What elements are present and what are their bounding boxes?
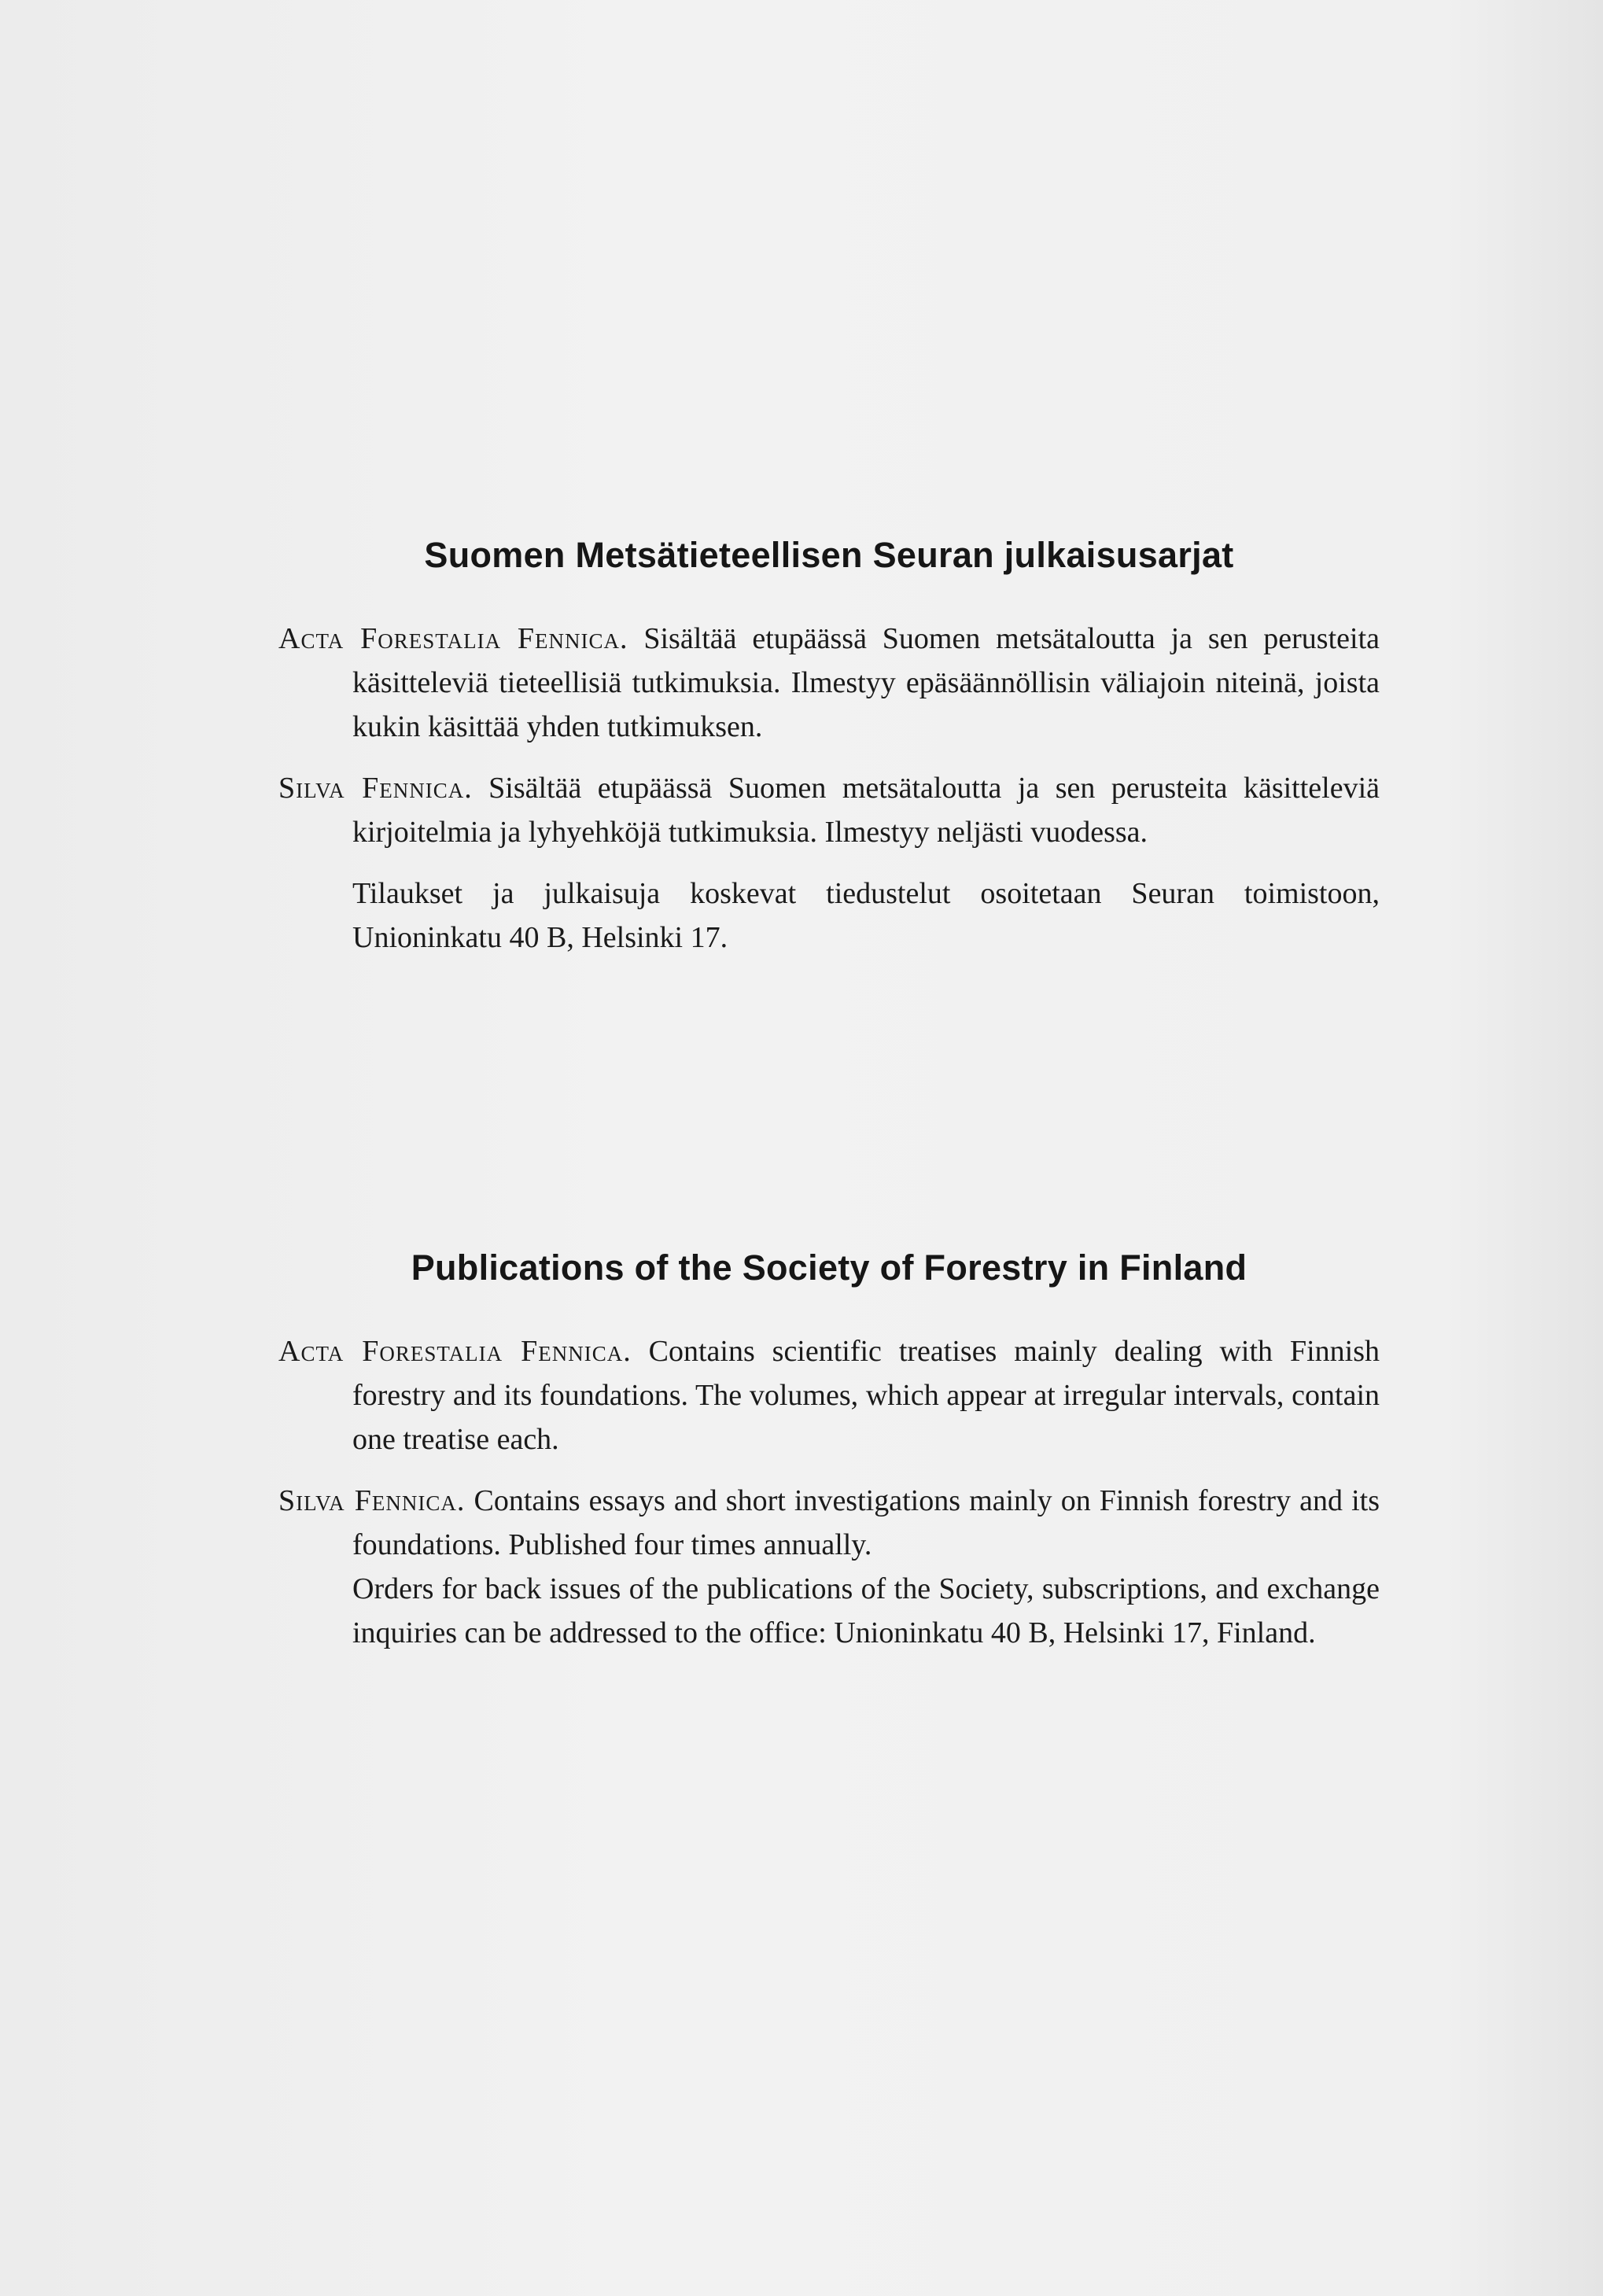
english-acta-entry <box>278 1329 1380 1461</box>
english-acta-text: Contains scientific treatises mainly dealing with Finnish forestry and its foundations. The volumes, which appear at irregular intervals, contain one treatise each. <box>352 1335 1380 1456</box>
english-silva-name: Silva Fennica. <box>278 1484 466 1517</box>
finnish-heading: Suomen Metsätieteellisen Seuran julkaisusarjat <box>424 535 1234 575</box>
finnish-silva-text: Sisältää etupäässä Suomen metsätaloutta ja sen perusteita käsitteleviä kirjoitelmia ja lyhyehköjä tutkimuksia. Ilmestyy neljästi vuodessa. <box>352 772 1380 849</box>
english-section <box>278 1248 1380 1655</box>
finnish-acta-entry <box>278 617 1380 749</box>
english-silva-text: Contains essays and short investigations mainly on Finnish forestry and its foundations. Published four times annually. <box>352 1484 1380 1561</box>
finnish-silva-name: Silva Fennica. <box>278 772 473 805</box>
finnish-silva-entry <box>278 766 1380 854</box>
finnish-acta-name: Acta Forestalia Fennica. <box>278 622 628 655</box>
finnish-orders-text: Tilaukset ja julkaisuja koskevat tiedustelut osoitetaan Seuran toimistoon, Unioninkatu 40 B, Helsinki 17. <box>352 877 1380 954</box>
english-acta-name: Acta Forestalia Fennica. <box>278 1335 632 1368</box>
english-heading: Publications of the Society of Forestry in Finland <box>411 1248 1247 1288</box>
english-silva-entry <box>278 1479 1380 1567</box>
english-orders-text: Orders for back issues of the publications of the Society, subscriptions, and exchange inquiries can be addressed to the office: Unioninkatu 40 B, Helsinki 17, Finland. <box>352 1572 1380 1649</box>
finnish-acta-text: Sisältää etupäässä Suomen metsätaloutta ja sen perusteita käsitteleviä tieteellisiä tutkimuksia. Ilmestyy epäsäännöllisin väliajoin niteinä, joista kukin käsittää yhden tutkimuksen. <box>352 622 1380 743</box>
finnish-section <box>278 535 1380 960</box>
